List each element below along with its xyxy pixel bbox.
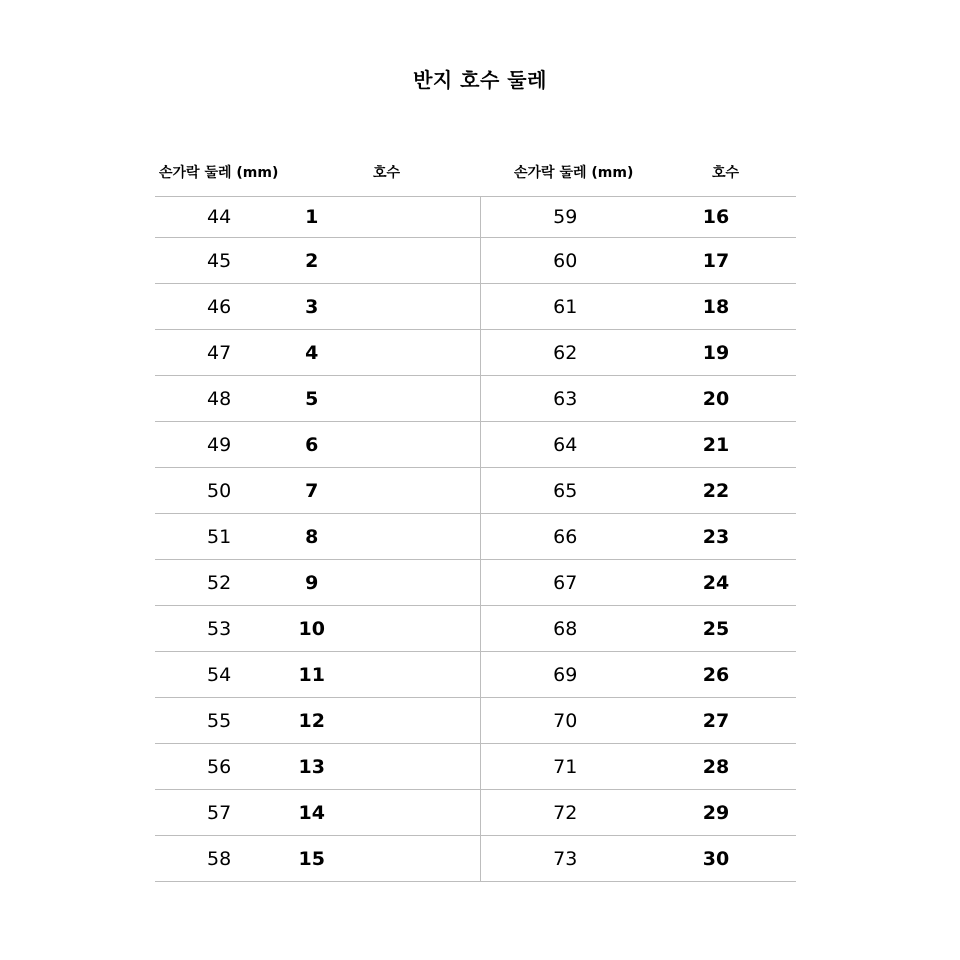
table-row xyxy=(155,744,796,790)
table-row xyxy=(155,698,796,744)
size-left-cell: 12 xyxy=(280,698,480,744)
circumference-left-cell: 50 xyxy=(155,468,280,514)
header-circumference-left: 손가락 둘레 (mm) xyxy=(155,148,280,197)
circumference-right-cell: 69 xyxy=(480,652,660,698)
circumference-left-cell: 55 xyxy=(155,698,280,744)
circumference-right-cell: 62 xyxy=(480,330,660,376)
size-left-cell: 15 xyxy=(280,836,480,882)
size-left-cell: 7 xyxy=(280,468,480,514)
circumference-left-cell: 46 xyxy=(155,284,280,330)
circumference-left-cell: 52 xyxy=(155,560,280,606)
size-right-cell: 18 xyxy=(660,284,796,330)
size-left-cell: 1 xyxy=(280,197,480,238)
circumference-right-cell: 71 xyxy=(480,744,660,790)
circumference-left-cell: 49 xyxy=(155,422,280,468)
size-right-cell: 26 xyxy=(660,652,796,698)
size-left-cell: 2 xyxy=(280,238,480,284)
size-left-cell: 5 xyxy=(280,376,480,422)
circumference-right-cell: 60 xyxy=(480,238,660,284)
size-right-cell: 16 xyxy=(660,197,796,238)
circumference-right-cell: 61 xyxy=(480,284,660,330)
circumference-left-cell: 58 xyxy=(155,836,280,882)
size-right-cell: 28 xyxy=(660,744,796,790)
size-left-cell: 10 xyxy=(280,606,480,652)
table-header-row xyxy=(155,148,796,197)
size-right-cell: 30 xyxy=(660,836,796,882)
size-right-cell: 21 xyxy=(660,422,796,468)
table-row xyxy=(155,836,796,882)
table-row xyxy=(155,238,796,284)
table-row xyxy=(155,468,796,514)
size-right-cell: 23 xyxy=(660,514,796,560)
circumference-left-cell: 45 xyxy=(155,238,280,284)
circumference-right-cell: 72 xyxy=(480,790,660,836)
ring-size-table xyxy=(155,148,796,882)
table-row xyxy=(155,330,796,376)
circumference-left-cell: 53 xyxy=(155,606,280,652)
page-title: 반지 호수 둘레 xyxy=(413,68,547,92)
size-left-cell: 3 xyxy=(280,284,480,330)
table-body xyxy=(155,197,796,882)
circumference-right-cell: 73 xyxy=(480,836,660,882)
table-row xyxy=(155,284,796,330)
size-left-cell: 9 xyxy=(280,560,480,606)
circumference-right-cell: 65 xyxy=(480,468,660,514)
circumference-right-cell: 64 xyxy=(480,422,660,468)
circumference-right-cell: 63 xyxy=(480,376,660,422)
circumference-left-cell: 56 xyxy=(155,744,280,790)
size-left-cell: 4 xyxy=(280,330,480,376)
table-row xyxy=(155,197,796,238)
size-left-cell: 11 xyxy=(280,652,480,698)
table-row xyxy=(155,514,796,560)
size-right-cell: 29 xyxy=(660,790,796,836)
circumference-right-cell: 59 xyxy=(480,197,660,238)
size-right-cell: 19 xyxy=(660,330,796,376)
table-row xyxy=(155,606,796,652)
table-row xyxy=(155,790,796,836)
size-right-cell: 20 xyxy=(660,376,796,422)
circumference-left-cell: 57 xyxy=(155,790,280,836)
header-size-right: 호수 xyxy=(660,148,796,197)
size-left-cell: 8 xyxy=(280,514,480,560)
header-size-left: 호수 xyxy=(280,148,480,197)
table-row xyxy=(155,376,796,422)
size-right-cell: 24 xyxy=(660,560,796,606)
circumference-left-cell: 48 xyxy=(155,376,280,422)
circumference-right-cell: 70 xyxy=(480,698,660,744)
circumference-right-cell: 67 xyxy=(480,560,660,606)
table-row xyxy=(155,652,796,698)
table-row xyxy=(155,560,796,606)
size-right-cell: 22 xyxy=(660,468,796,514)
size-right-cell: 17 xyxy=(660,238,796,284)
size-right-cell: 27 xyxy=(660,698,796,744)
size-left-cell: 6 xyxy=(280,422,480,468)
size-right-cell: 25 xyxy=(660,606,796,652)
header-circumference-right: 손가락 둘레 (mm) xyxy=(480,148,660,197)
circumference-right-cell: 66 xyxy=(480,514,660,560)
circumference-left-cell: 47 xyxy=(155,330,280,376)
circumference-left-cell: 44 xyxy=(155,197,280,238)
table-row xyxy=(155,422,796,468)
circumference-left-cell: 54 xyxy=(155,652,280,698)
circumference-right-cell: 68 xyxy=(480,606,660,652)
size-left-cell: 14 xyxy=(280,790,480,836)
size-left-cell: 13 xyxy=(280,744,480,790)
circumference-left-cell: 51 xyxy=(155,514,280,560)
